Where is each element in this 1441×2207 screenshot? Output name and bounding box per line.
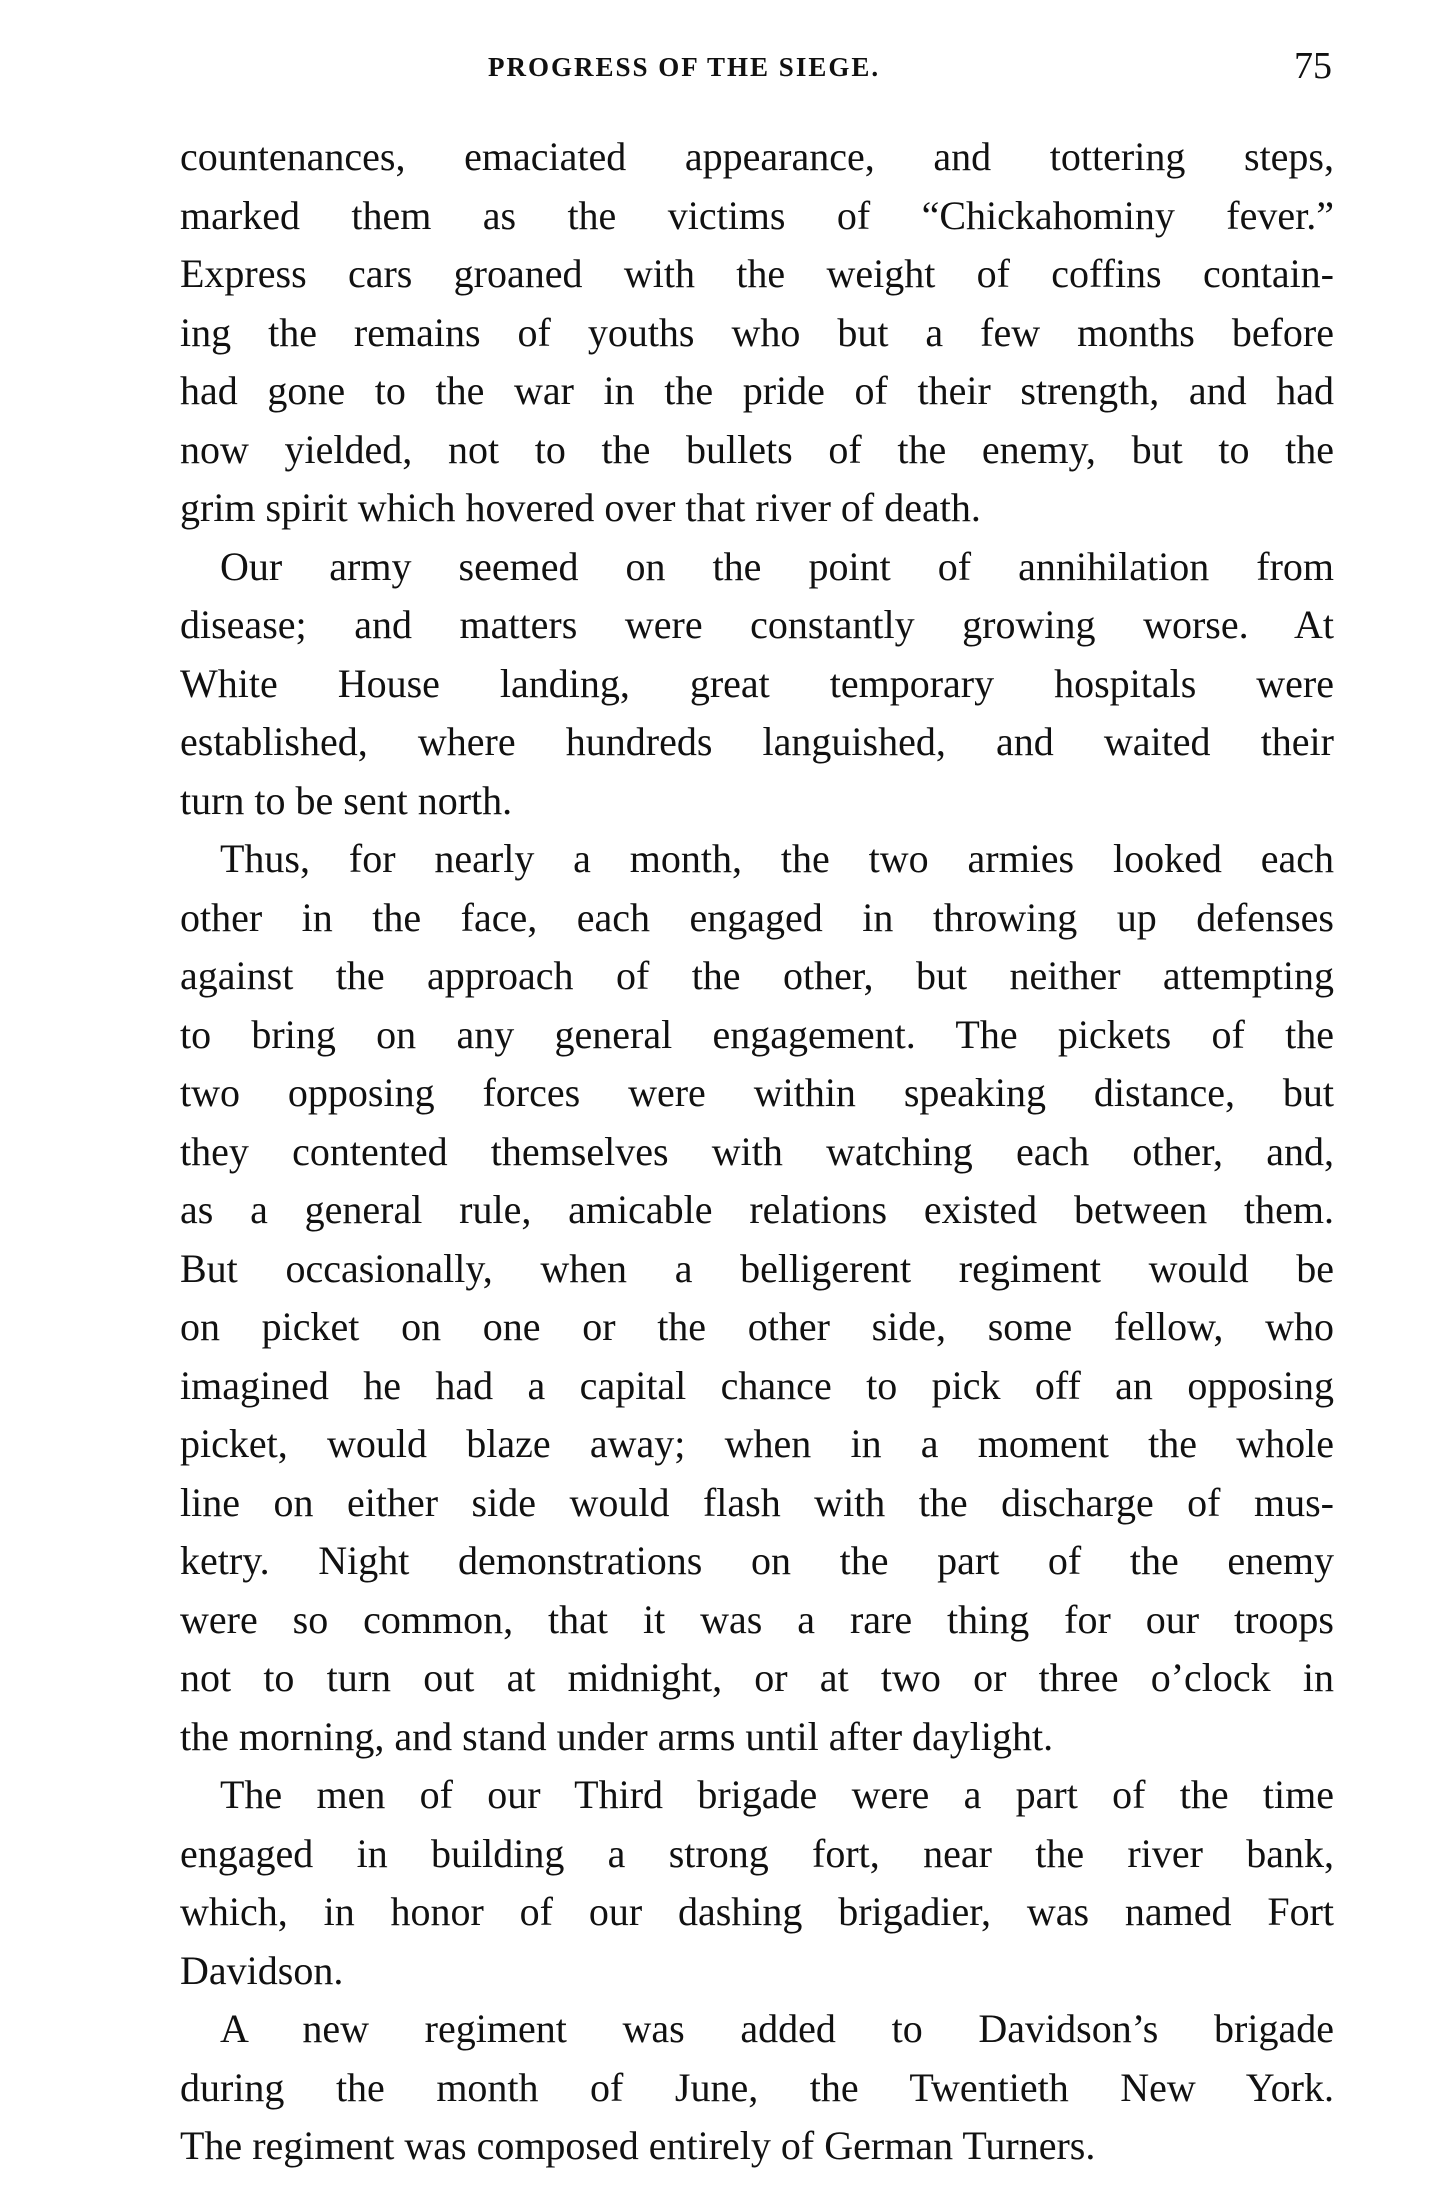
text-line: against the approach of the other, but neither attempting [180, 953, 1334, 998]
text-line: countenances, emaciated appearance, and tottering steps, [180, 134, 1334, 179]
text-line: Express cars groaned with the weight of coffins contain- [180, 251, 1334, 296]
text-line: were so common, that it was a rare thing for our troops [180, 1596, 1334, 1642]
text-line: turn to be sent north. [180, 777, 513, 823]
text-line: to bring on any general engagement. The pickets of the [180, 1011, 1334, 1057]
text-line: grim spirit which hovered over that river of death. [180, 485, 981, 530]
running-head: PROGRESS OF THE SIEGE. [488, 52, 881, 82]
text-line: ing the remains of youths who but a few months before [180, 309, 1334, 355]
text-line: imagined he had a capital chance to pick off an opposing [180, 1362, 1334, 1408]
text-line: White House landing, great temporary hospitals were [180, 660, 1334, 706]
text-line: marked them as the victims of “Chickahominy fever.” [180, 192, 1334, 238]
text-line: The men of our Third brigade were a part of the time [220, 1772, 1334, 1817]
text-line: they contented themselves with watching each other, and, [180, 1128, 1334, 1174]
text-line: disease; and matters were constantly growing worse. At [180, 602, 1334, 647]
text-line: Davidson. [180, 1947, 344, 1993]
text-line: Our army seemed on the point of annihilation from [220, 543, 1334, 589]
text-line: established, where hundreds languished, and waited their [180, 719, 1334, 764]
text-line: the morning, and stand under arms until after daylight. [180, 1713, 1054, 1759]
text-line: two opposing forces were within speaking distance, but [180, 1070, 1334, 1115]
text-line: now yielded, not to the bullets of the enemy, but to the [180, 426, 1334, 472]
text-line: which, in honor of our dashing brigadier, was named Fort [180, 1889, 1334, 1934]
text-line: The regiment was composed entirely of German Turners. [180, 2123, 1096, 2168]
text-line: on picket on one or the other side, some fellow, who [180, 1304, 1334, 1349]
text-line: as a general rule, amicable relations existed between them. [180, 1187, 1334, 1232]
text-line: ketry. Night demonstrations on the part of the enemy [180, 1538, 1334, 1583]
text-line: not to turn out at midnight, or at two or three o’clock in [180, 1655, 1334, 1700]
text-line: picket, would blaze away; when in a moment the whole [180, 1421, 1334, 1466]
text-line: line on either side would flash with the discharge of mus- [180, 1479, 1334, 1525]
text-line: But occasionally, when a belligerent regiment would be [180, 1245, 1334, 1291]
text-line: had gone to the war in the pride of their strength, and had [180, 368, 1334, 413]
text-line: engaged in building a strong fort, near the river bank, [180, 1830, 1334, 1876]
text-line: A new regiment was added to Davidson’s brigade [220, 2006, 1334, 2051]
text-line: other in the face, each engaged in throwing up defenses [180, 894, 1334, 940]
text-line: Thus, for nearly a month, the two armies looked each [220, 836, 1334, 881]
text-line: during the month of June, the Twentieth New York. [180, 2064, 1334, 2110]
page-number: 75 [1294, 45, 1332, 87]
